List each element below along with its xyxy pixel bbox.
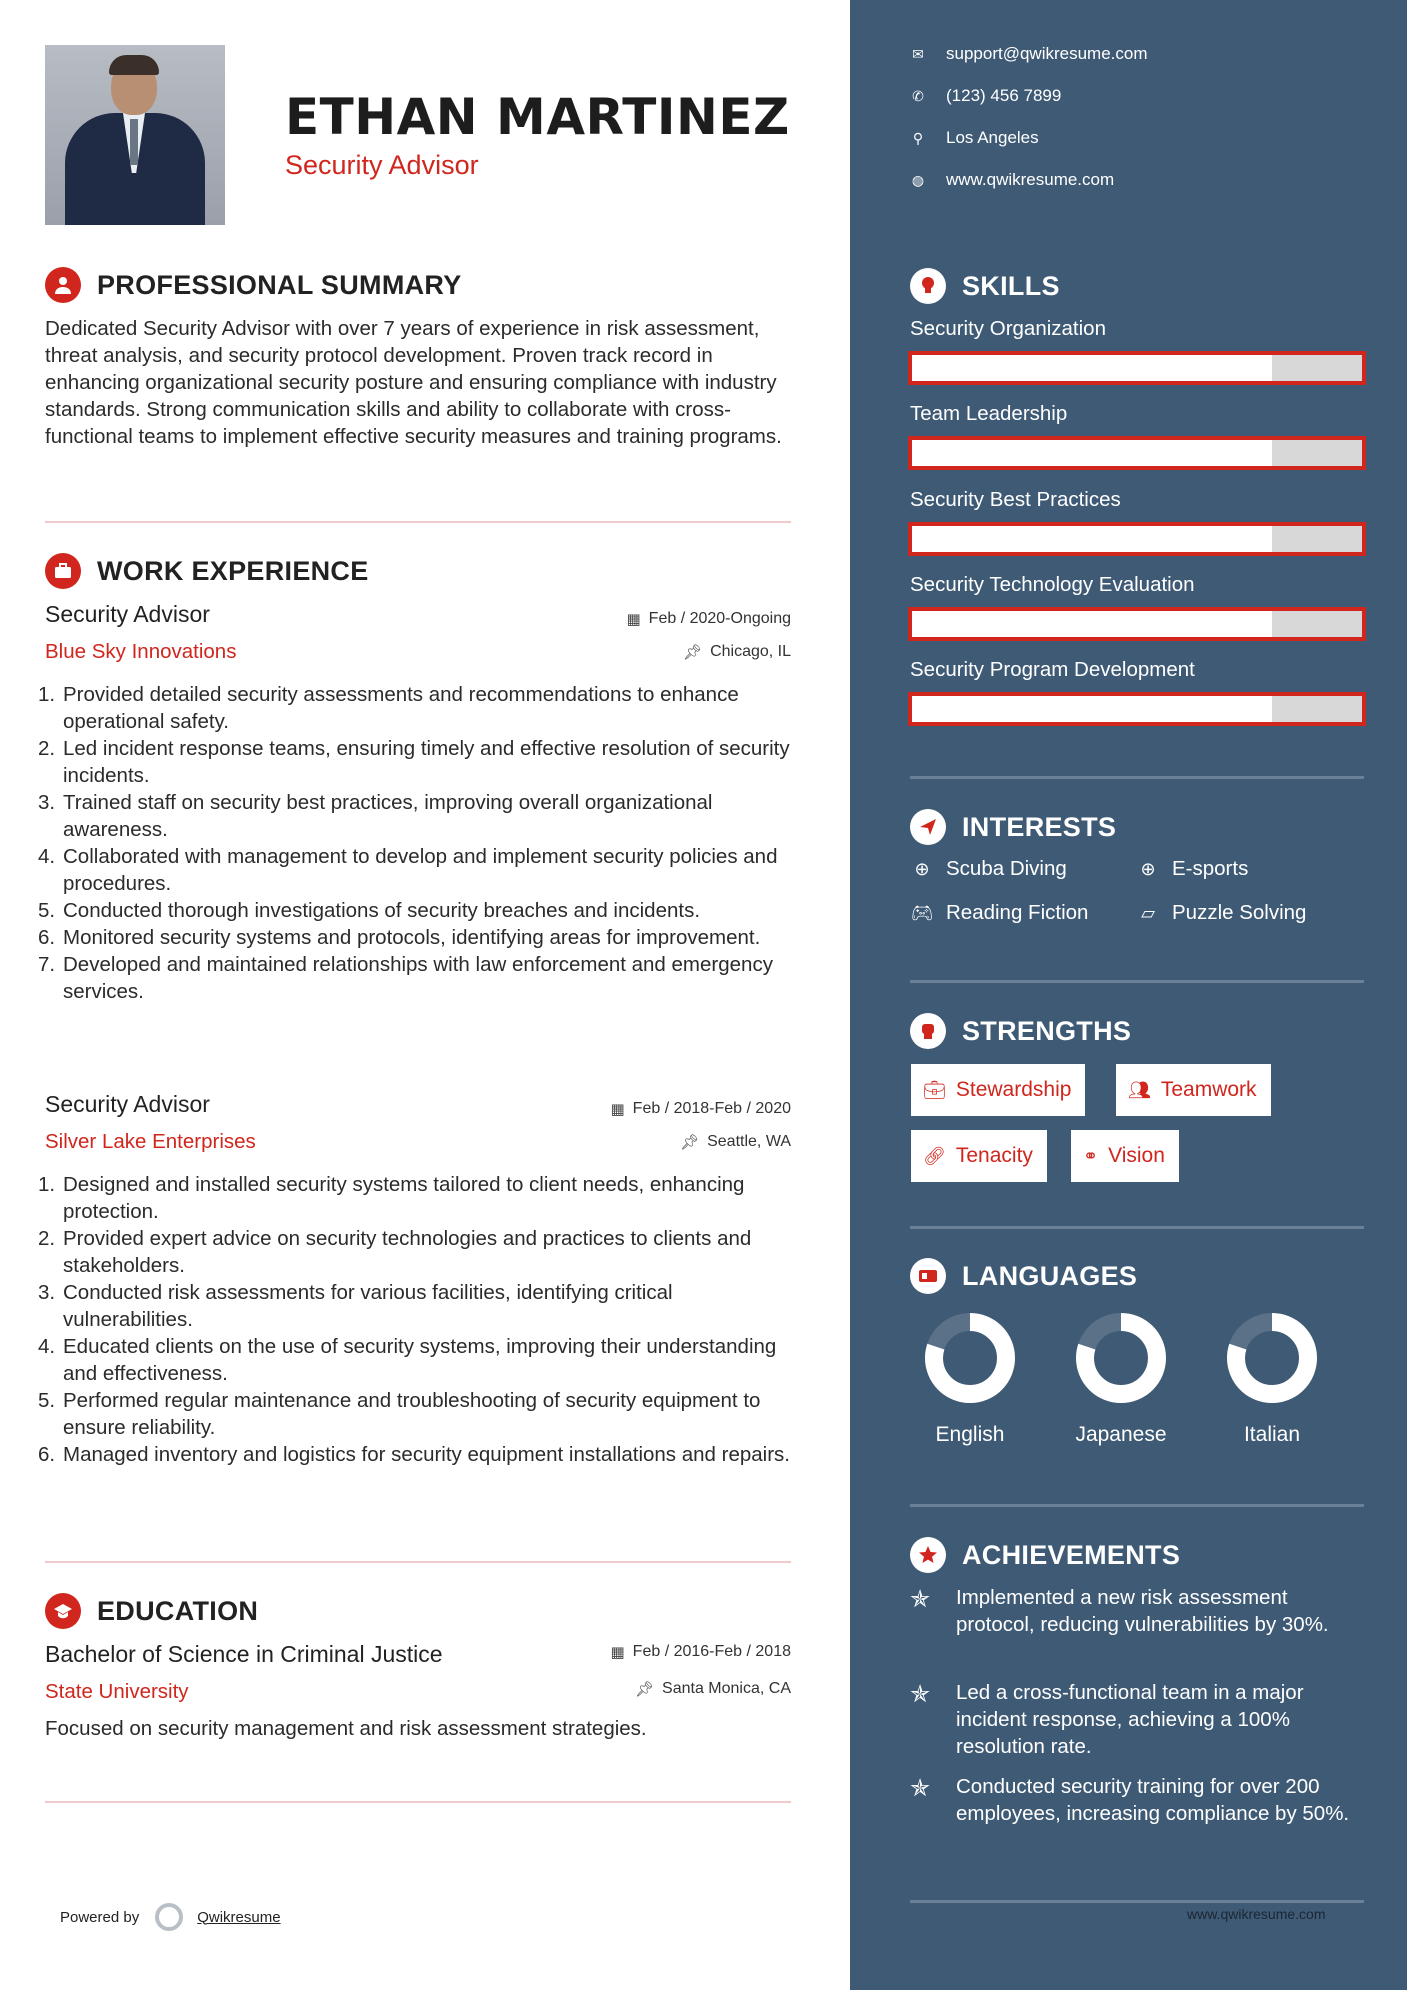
skill-label: Security Organization (910, 317, 1106, 340)
map-marker-icon: ⚲ (912, 129, 924, 146)
graduation-icon (45, 1593, 81, 1629)
skill-bar (908, 607, 1366, 641)
interest-item: ▱ Puzzle Solving (1136, 901, 1306, 925)
skill-label: Security Technology Evaluation (910, 573, 1195, 596)
list-item: 5. Conducted thorough investigations of security breaches and incidents. (38, 899, 701, 922)
achievement-item: ✯ Conducted security training for over 200 employees, increasing compliance by 50%. (910, 1775, 1350, 1825)
degree-title: Bachelor of Science in Criminal Justice (45, 1641, 443, 1667)
interest-item: ⊕ E-sports (1136, 857, 1248, 881)
education-dates: ▦ Feb / 2016-Feb / 2018 (610, 1643, 791, 1661)
job-location: 📌︎ Seattle, WA (680, 1133, 791, 1151)
achievements-heading (910, 1537, 1180, 1573)
language-donut (1224, 1310, 1320, 1406)
user-icon (45, 267, 81, 303)
skill-bar-fill (912, 696, 1272, 722)
list-item: 2. Led incident response teams, ensuring timely and effective resolution of security incidents. (38, 737, 790, 787)
language-donut (1073, 1310, 1169, 1406)
achievements-title: ACHIEVEMENTS (962, 1539, 1181, 1570)
skill-bar-fill (912, 440, 1272, 466)
briefcase-icon (45, 553, 81, 589)
pin-icon: 📌︎ (680, 1134, 700, 1151)
link-icon: 🔗︎ (923, 1145, 946, 1166)
globe-icon: ◍ (911, 171, 925, 188)
languages-heading (910, 1258, 1137, 1294)
interests-heading (910, 809, 1116, 845)
contact-email: ✉ support@qwikresume.com (910, 44, 1148, 64)
book-icon: ▱ (1141, 902, 1155, 923)
paper-plane-icon (910, 809, 946, 845)
job-title: Security Advisor (45, 601, 210, 627)
pin-icon: 📌︎ (683, 644, 703, 661)
strengths-title: STRENGTHS (962, 1015, 1132, 1046)
job-responsibilities (38, 681, 798, 1005)
life-ring-icon: ⊕ (914, 858, 930, 879)
education-title: EDUCATION (97, 1595, 259, 1626)
education-location: 📌︎ Santa Monica, CA (635, 1680, 791, 1698)
calendar-icon: ▦ (610, 1101, 625, 1118)
life-ring-icon: ⊕ (1140, 858, 1156, 879)
users-icon: 👥︎ (1128, 1079, 1151, 1100)
strength-badge: 🔗︎ Tenacity (911, 1130, 1047, 1182)
experience-title: WORK EXPERIENCE (97, 555, 369, 586)
education-description: Focused on security management and risk assessment strategies. (45, 1717, 647, 1740)
list-item: 3. Trained staff on security best practices, improving overall organizational awareness. (38, 791, 713, 841)
sidebar-divider (910, 980, 1364, 983)
summary-heading (45, 267, 462, 303)
skill-bar (908, 522, 1366, 556)
list-item: 6. Monitored security systems and protocols, identifying areas for improvement. (38, 926, 761, 949)
sidebar-divider (910, 1504, 1364, 1507)
language-icon (910, 1258, 946, 1294)
calendar-icon: ▦ (610, 1644, 625, 1661)
binoculars-icon: ⚭ (1083, 1145, 1099, 1166)
strengths-heading (910, 1013, 1131, 1049)
briefcase-icon: 💼︎ (923, 1079, 946, 1100)
star-icon: ✯ (910, 1586, 931, 1613)
job-company: Blue Sky Innovations (45, 640, 237, 663)
language-item (905, 1310, 1035, 1447)
calendar-icon: ▦ (626, 611, 641, 628)
languages-title: LANGUAGES (962, 1260, 1138, 1291)
list-item: 1. Provided detailed security assessments and recommendations to enhance operational safety. (38, 683, 739, 733)
skill-bar-fill (912, 526, 1272, 552)
school-name: State University (45, 1680, 189, 1703)
skill-bar (908, 436, 1366, 470)
language-item (1207, 1310, 1337, 1447)
education-heading (45, 1593, 258, 1629)
list-item: 4. Collaborated with management to develop and implement security policies and procedures. (38, 845, 778, 895)
strength-badge: ⚭ Vision (1071, 1130, 1179, 1182)
phone-icon: ✆ (912, 87, 924, 104)
strength-badge: 💼︎ Stewardship (911, 1064, 1085, 1116)
skill-bar-fill (912, 611, 1272, 637)
sidebar-divider (910, 776, 1364, 779)
envelope-icon: ✉ (912, 45, 924, 62)
section-divider (45, 521, 791, 523)
skill-bar-fill (912, 355, 1272, 381)
star-badge-icon (910, 1537, 946, 1573)
job-dates: ▦ Feb / 2018-Feb / 2020 (610, 1100, 791, 1118)
language-label: Italian (1243, 1423, 1301, 1446)
job-responsibilities (38, 1171, 798, 1468)
language-label: Japanese (1075, 1423, 1167, 1446)
profile-photo (45, 45, 225, 225)
section-divider (45, 1561, 791, 1563)
skill-bar (908, 692, 1366, 726)
skill-label: Security Program Development (910, 658, 1195, 681)
interests-title: INTERESTS (962, 811, 1117, 842)
star-icon: ✯ (910, 1775, 931, 1802)
list-item: 2. Provided expert advice on security technologies and practices to clients and stakeholders. (38, 1227, 752, 1277)
footer-website: www.qwikresume.com (1187, 1906, 1326, 1922)
interest-item: ⊕ Scuba Diving (910, 857, 1067, 881)
list-item: 4. Educated clients on the use of security systems, improving their understanding and effectiveness. (38, 1335, 777, 1385)
skill-label: Security Best Practices (910, 488, 1121, 511)
job-dates: ▦ Feb / 2020-Ongoing (626, 610, 791, 628)
language-donut (922, 1310, 1018, 1406)
job-location: 📌︎ Chicago, IL (683, 643, 791, 661)
language-item (1056, 1310, 1186, 1447)
contact-phone: ✆ (123) 456 7899 (910, 86, 1061, 106)
lightbulb-icon (910, 268, 946, 304)
skills-heading (910, 268, 1060, 304)
gamepad-icon: 🎮︎ (910, 902, 934, 923)
pin-icon: 📌︎ (635, 1681, 655, 1698)
achievement-item: ✯ Implemented a new risk assessment protocol, reducing vulnerabilities by 30%. (910, 1586, 1329, 1636)
list-item: 5. Performed regular maintenance and troubleshooting of security equipment to ensure reliability. (38, 1389, 761, 1439)
skill-label: Team Leadership (910, 402, 1068, 425)
sidebar-divider (910, 1226, 1364, 1229)
list-item: 7. Developed and maintained relationships with law enforcement and emergency services. (38, 953, 773, 1003)
candidate-name: ETHAN MARTINEZ (285, 88, 790, 146)
qwikresume-link[interactable]: Qwikresume (197, 1908, 281, 1926)
summary-title: PROFESSIONAL SUMMARY (97, 269, 462, 300)
job-company: Silver Lake Enterprises (45, 1130, 256, 1153)
achievement-item: ✯ Led a cross-functional team in a major incident response, achieving a 100% resolution rate. (910, 1681, 1304, 1758)
interest-item: 🎮︎ Reading Fiction (910, 901, 1089, 924)
fist-icon (910, 1013, 946, 1049)
list-item: 1. Designed and installed security systems tailored to client needs, enhancing protection. (38, 1173, 745, 1223)
experience-heading (45, 553, 369, 589)
sidebar-divider (910, 1900, 1364, 1903)
contact-location: ⚲ Los Angeles (910, 128, 1039, 148)
qwikresume-logo-icon (155, 1903, 183, 1931)
language-label: English (935, 1423, 1005, 1446)
list-item: 3. Conducted risk assessments for various facilities, identifying critical vulnerabilities. (38, 1281, 673, 1331)
strength-badge: 👥︎ Teamwork (1116, 1064, 1271, 1116)
contact-website: ◍ www.qwikresume.com (911, 170, 1115, 189)
candidate-role: Security Advisor (285, 150, 479, 180)
job-title: Security Advisor (45, 1091, 210, 1117)
list-item: 6. Managed inventory and logistics for security equipment installations and repairs. (38, 1443, 790, 1466)
powered-by: Powered by Qwikresume (60, 1903, 281, 1931)
skills-title: SKILLS (962, 270, 1060, 301)
star-icon: ✯ (910, 1681, 931, 1708)
section-divider (45, 1801, 791, 1803)
skill-bar (908, 351, 1366, 385)
summary-text: Dedicated Security Advisor with over 7 years of experience in risk assessment, threat analysis, and security protocol development. Proven track record in enhancing organizational security posture and ensuring compliance with industry standards. Strong communication skills and ability to collaborate with cross-functional teams to implement effective security measures and training programs. (45, 317, 782, 448)
